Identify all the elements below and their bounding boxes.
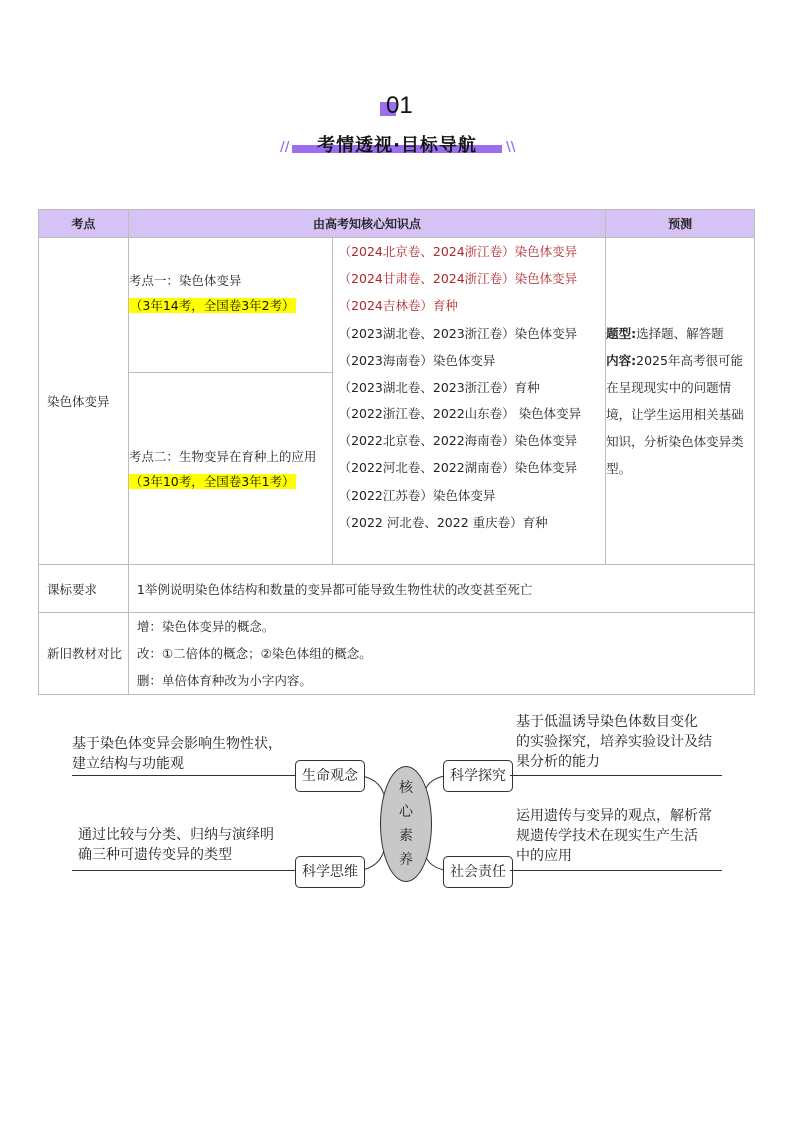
point-1-label: 考点一：染色体变异 (128, 273, 242, 288)
life-concept-box: 生命观念 (295, 760, 365, 792)
decor-slash-right: \\ (506, 140, 516, 155)
core-char: 心 (399, 804, 413, 820)
responsibility-underline (510, 870, 722, 871)
point-2-stats: （3年10考，全国卷3年1考） (129, 473, 295, 489)
thinking-text-line: 确三种可遗传变异的类型 (78, 847, 232, 863)
textbook-change-line: 改：①二倍体的概念；②染色体组的概念。 (136, 646, 372, 661)
prediction-content-label: 内容: (606, 353, 637, 368)
responsibility-text (516, 806, 712, 866)
table-row-point-1 (39, 238, 755, 373)
core-literacy-ellipse (380, 766, 432, 882)
source-line: （2022北京卷、2022海南卷）染色体变异 (338, 433, 578, 449)
inquiry-text-line: 的实验探究，培养实验设计及结 (516, 734, 712, 750)
exam-analysis-table (38, 209, 755, 695)
inquiry-underline (510, 775, 722, 776)
prediction-type-value: 选择题、解答题 (636, 326, 724, 341)
thinking-text-line: 通过比较与分类、归纳与演绎明 (78, 827, 274, 843)
header-knowledge: 由高考知核心知识点 (128, 210, 605, 238)
point-2-label: 考点二：生物变异在育种上的应用 (128, 448, 317, 464)
point-1-cell (128, 238, 332, 373)
source-line: （2024甘肃卷、2024浙江卷）染色体变异 (338, 271, 578, 287)
prediction-cell (606, 238, 755, 565)
topic-cell: 染色体变异 (39, 238, 129, 565)
sources-cell (332, 238, 606, 565)
life-underline (72, 775, 296, 776)
responsibility-text-line: 运用遗传与变异的观点，解析常 (516, 808, 712, 824)
thinking-text (78, 825, 274, 865)
life-text-line: 建立结构与功能观 (72, 756, 184, 772)
source-line: （2023海南卷）染色体变异 (338, 352, 496, 368)
core-char: 核 (399, 780, 413, 796)
responsibility-text-line: 规遗传学技术在现实生产生活 (516, 828, 698, 844)
table-header-row (39, 210, 755, 238)
table-row-curriculum (39, 565, 755, 613)
table-row-textbook (39, 613, 755, 695)
textbook-label: 新旧教材对比 (39, 613, 129, 695)
thinking-underline (72, 870, 296, 871)
inquiry-text-line: 基于低温诱导染色体数目变化 (516, 714, 698, 730)
textbook-change-line: 增：染色体变异的概念。 (136, 619, 275, 634)
life-text-line: 基于染色体变异会影响生物性状， (72, 736, 282, 752)
header-kaodian: 考点 (39, 210, 129, 238)
section-title (292, 131, 502, 156)
prediction-content-value: 2025年高考很可能在呈现现实中的问题情境，让学生运用相关基础知识，分析染色体变异类型。 (606, 353, 744, 476)
source-line: （2022浙江卷、2022山东卷） 染色体变异 (338, 406, 582, 422)
core-char: 素 (399, 828, 413, 844)
scientific-thinking-box: 科学思维 (295, 856, 365, 888)
prediction-type-label: 题型: (606, 326, 637, 341)
source-line: （2023湖北卷、2023浙江卷）染色体变异 (338, 325, 578, 341)
header-prediction: 预测 (606, 210, 755, 238)
source-line: （2022河北卷、2022湖南卷）染色体变异 (338, 460, 578, 476)
curriculum-label: 课标要求 (39, 565, 129, 613)
section-title-text: 考情透视·目标导航 (317, 135, 477, 156)
inquiry-text (516, 712, 712, 772)
textbook-change-line: 删：单倍体育种改为小字内容。 (136, 673, 312, 688)
point-2-cell (128, 373, 332, 565)
responsibility-text-line: 中的应用 (516, 848, 572, 864)
textbook-changes (128, 613, 754, 695)
curriculum-text: 1举例说明染色体结构和数量的变异都可能导致生物性状的改变甚至死亡 (128, 565, 754, 613)
decor-slash-left: // (280, 140, 290, 155)
core-char: 养 (399, 852, 413, 868)
source-line: （2024吉林卷）育种 (338, 298, 458, 314)
social-responsibility-box: 社会责任 (443, 856, 513, 888)
source-line: （2024北京卷、2024浙江卷）染色体变异 (338, 244, 578, 259)
inquiry-text-line: 果分析的能力 (516, 754, 600, 770)
section-number-text: 01 (386, 92, 413, 119)
point-1-stats: （3年14考，全国卷3年2考） (129, 298, 295, 313)
scientific-inquiry-box: 科学探究 (443, 760, 513, 792)
source-line: （2023湖北卷、2023浙江卷）育种 (338, 380, 540, 396)
source-line: （2022 河北卷、2022 重庆卷）育种 (338, 514, 548, 530)
life-concept-text (72, 734, 282, 774)
source-line: （2022江苏卷）染色体变异 (338, 487, 496, 503)
section-number (380, 92, 420, 122)
